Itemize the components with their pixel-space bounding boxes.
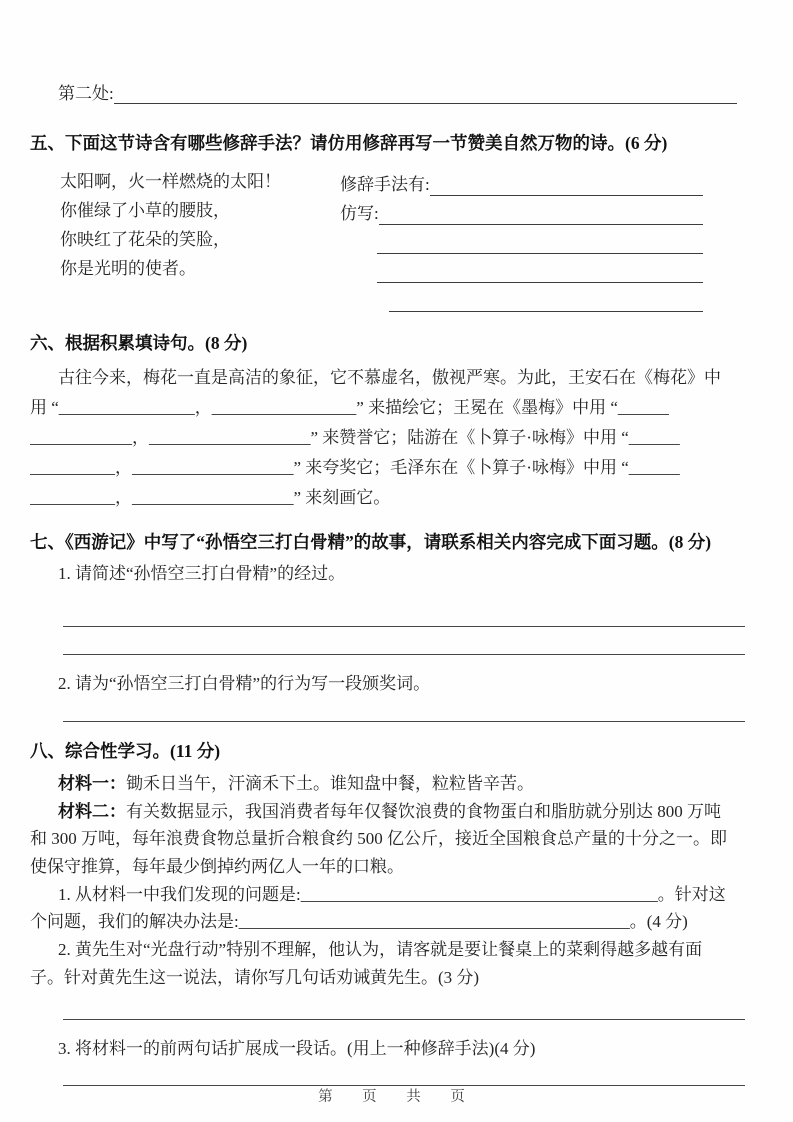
- section8-question2-line2: 子。针对黄先生这一说法，请你写几句话劝诫黄先生。(3 分): [30, 967, 480, 987]
- blank-line: [63, 1068, 745, 1086]
- rhetoric-label: 修辞手法有:: [340, 174, 430, 194]
- section6-body: [30, 363, 760, 513]
- answer-row: [340, 225, 703, 254]
- poem-line-2: 你催绿了小草的腰肢，: [60, 200, 230, 220]
- poem-line-4: 你是光明的使者。: [60, 258, 196, 278]
- imitation-blank-line: [379, 195, 703, 225]
- poem-line-3: 你映红了花朵的笑脸，: [60, 229, 230, 249]
- section5-body: [30, 167, 760, 312]
- blank-line: [377, 224, 703, 254]
- answer-row: [340, 254, 703, 283]
- material1-text: 锄禾日当午，汗滴禾下土。谁知盘中餐，粒粒皆辛苦。: [126, 773, 534, 793]
- section6-line: __________，___________________” 来刻画它。: [30, 487, 391, 507]
- page-footer: 第 页 共 页: [318, 1089, 472, 1106]
- section8-question3: 3. 将材料一的前两句话扩展成一段话。(用上一种修辞手法)(4 分): [58, 1039, 536, 1059]
- section7-heading: 七、《西游记》中写了“孙悟空三打白骨精”的故事，请联系相关内容完成下面习题。(8 分): [30, 531, 712, 552]
- imitation-answer-row: [340, 196, 703, 225]
- material1-label: 材料一：: [58, 773, 126, 793]
- rhetoric-answer-row: [340, 167, 703, 196]
- section6-line: __________，___________________” 来夸奖它；毛泽东在《卜算子·咏梅》中用 “______: [30, 457, 680, 477]
- second-answer-blank-line: [114, 83, 737, 104]
- section8-heading: 八、综合性学习。(11 分): [30, 741, 221, 762]
- poem-line-1: 太阳啊，火一样燃烧的太阳！: [60, 171, 281, 191]
- section7-question1: 1. 请简述“孙悟空三打白骨精”的经过。: [58, 564, 346, 584]
- section5-heading: 五、下面这节诗含有哪些修辞手法？请仿用修辞再写一节赞美自然万物的诗。(6 分): [30, 133, 668, 153]
- section6-heading: 六、根据积累填诗句。(8 分): [30, 332, 248, 353]
- blank-line: [63, 998, 745, 1020]
- material2-row: [30, 797, 760, 825]
- blank-line: [63, 603, 745, 627]
- material2-text-line2: 和 300 万吨，每年浪费食物总量折合粮食约 500 亿公斤，接近全国粮食总产量的十分之一。即: [30, 829, 727, 849]
- section5-answer-area: [340, 167, 703, 312]
- question4-second-answer-row: [30, 84, 760, 104]
- rhetoric-blank-line: [430, 166, 703, 196]
- section6-line: 用 “________________，_________________” 来描绘它；王冕在《墨梅》中用 “______: [30, 397, 669, 417]
- poem-block: [30, 167, 340, 312]
- section7-question2: 2. 请为“孙悟空三打白骨精”的行为写一段颁奖词。: [58, 673, 431, 693]
- blank-line: [389, 282, 703, 312]
- section6-line: ____________，___________________” 来赞誉它；陆游在《卜算子·咏梅》中用 “______: [30, 427, 680, 447]
- blank-line: [63, 627, 745, 655]
- section8-question2-line1: 2. 黄先生对“光盘行动”特别不理解，他认为，请客就是要让餐桌上的菜剩得越多越有面: [58, 939, 703, 959]
- material1-row: [30, 769, 760, 797]
- section8-question1-line2: 个问题，我们的解决办法是:______________________________________________。(4 分): [30, 912, 688, 932]
- section8-question1-line1: 1. 从材料一中我们发现的问题是:__________________________________________。针对这: [58, 884, 726, 904]
- material2-text-line3: 使保守推算，每年最少倒掉约两亿人一年的口粮。: [30, 856, 404, 876]
- answer-row: [340, 283, 703, 312]
- material2-text-line1: 有关数据显示，我国消费者每年仅餐饮浪费的食物蛋白和脂肪就分别达 800 万吨: [126, 801, 721, 821]
- material2-label: 材料二：: [58, 801, 126, 821]
- second-answer-label: 第二处:: [58, 84, 114, 103]
- imitation-label: 仿写:: [340, 203, 379, 223]
- section6-line: 古往今来，梅花一直是高洁的象征，它不慕虚名，傲视严寒。为此，王安石在《梅花》中: [58, 367, 721, 387]
- blank-line: [377, 253, 703, 283]
- blank-line: [63, 698, 745, 722]
